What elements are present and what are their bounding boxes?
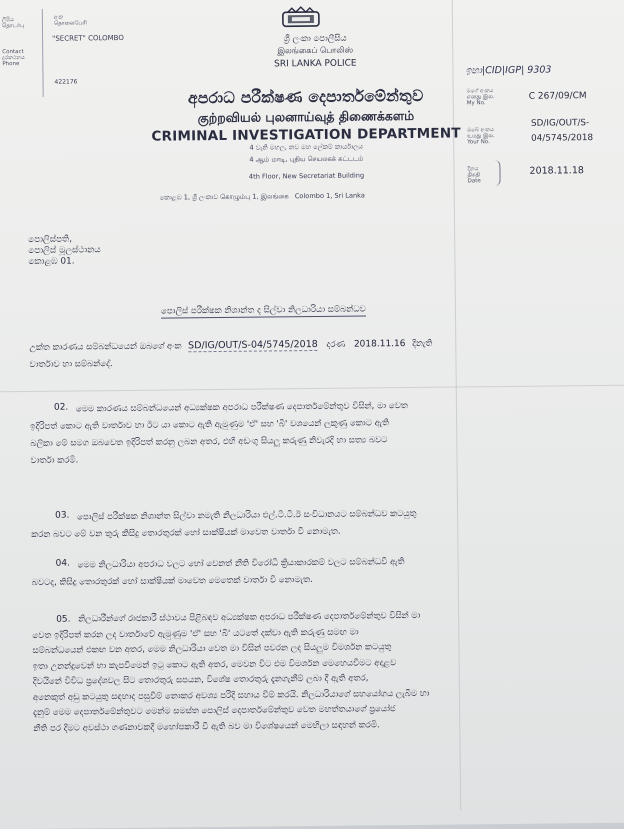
margin-label: දුරකථනය bbox=[2, 55, 25, 62]
paragraph-line: වාර්තා කරමි. bbox=[30, 455, 79, 466]
intro-text: වාර්තාව හා සම්බන්දේ. bbox=[29, 359, 113, 370]
paragraph-line: සම්බන්ධයෙන් එකඟ වන අතර, මෙම නිලධාරියා වෙත මා විසින් පවරන ලද සියලුම විමර්ශන කටයුතු bbox=[32, 642, 392, 656]
date-label: Date bbox=[467, 178, 481, 185]
address-block bbox=[181, 142, 431, 182]
address-city-en: Colombo 1, Sri Lanka bbox=[294, 191, 365, 201]
your-no-line: SD/IG/OUT/S- bbox=[530, 118, 590, 129]
your-no-line: 04/5745/2018 bbox=[531, 133, 594, 144]
department-name-english: CRIMINAL INVESTIGATION DEPARTMENT bbox=[151, 125, 461, 145]
paragraph-number: 05. bbox=[56, 614, 71, 625]
date-label: திகதி bbox=[467, 172, 481, 179]
margin-label: Phone bbox=[2, 61, 20, 68]
margin-label: Contact bbox=[2, 49, 24, 56]
intro-text: උක්ත කාරණය සම්බන්ධයෙන් ඔබගේ අංක bbox=[29, 341, 182, 353]
handwritten-reference: ඉහා|CID|IGP| 9303 bbox=[465, 64, 552, 77]
paragraph-number: 02. bbox=[53, 402, 69, 413]
police-name-english: SRI LANKA POLICE bbox=[274, 58, 357, 70]
my-no-labels bbox=[467, 88, 495, 106]
my-no-label: எனது இல. bbox=[466, 94, 495, 101]
header-label: අංක bbox=[53, 14, 64, 21]
department-block bbox=[141, 86, 472, 144]
paragraph-line: බවටද, කිසිදු තොරතුරක් හෝ සාක්ෂියක් මාවෙත මෙතෙක් වාර්තා වී නොමැත. bbox=[31, 575, 313, 588]
my-no-value: C 267/09/CM bbox=[528, 91, 587, 102]
paragraph-line: මෙම නිලධාරියා අපරාධ වලට හෝ වෙනත් නීති විරෝධී ක්‍රියාකාරකම් වලට සම්බන්ධවී ඇති bbox=[77, 557, 405, 571]
your-no-labels bbox=[467, 127, 495, 145]
department-name-sinhala: අපරාධ පරීක්ෂණ දෙපාර්තමේන්තුව bbox=[187, 86, 424, 108]
header-label: தொலைபேசி bbox=[53, 20, 87, 27]
paragraph-line: දැනුම් මෙම දෙපාර්තමේන්තුවට මෙන්ම සමස්ත පොලිස් දෙපාර්තමේන්තුව වෙත මහත්තයාගේ ප්‍රයෝජ bbox=[33, 704, 396, 718]
department-name-tamil: குற்றவியல் புலனாய்வுத் திணைக்களம் bbox=[197, 107, 415, 126]
date-label: දිනය bbox=[467, 166, 479, 173]
intro-text: දරණ bbox=[326, 339, 346, 350]
secret-colombo: "SECRET" COLOMBO bbox=[52, 33, 124, 43]
paragraph-number: 04. bbox=[55, 558, 70, 569]
left-margin-labels bbox=[2, 17, 25, 67]
address-city bbox=[160, 191, 365, 202]
paragraph-line: කරන බවට මේ වන තුරු කිසිදු තොරතුරක් හෝ සාක්ෂියක් මාවෙත වාර්තා වී නොමැත. bbox=[31, 526, 341, 540]
my-no-label: මගේ අංකය bbox=[466, 88, 494, 95]
margin-divider bbox=[42, 9, 44, 97]
address-city-si: කොළඹ 1, ශ්‍රී ලංකාව கொழும்பு 1, இலங்கை bbox=[159, 192, 289, 202]
paragraph-line: ඉදිරිපත් කොට ඇති වාර්තාව හා ඊට යා කොට ඇති ඇමුණුම 'ඒ' සහ 'බී' වශයෙන් ලකුණු කොට ඇති bbox=[30, 418, 390, 432]
your-no-label: Your No. bbox=[467, 139, 490, 146]
paragraph-line: දිවයිනේ විවිධ ප්‍රදේශවල සිට තොරතුරු සපයන, විශේෂ තොරතුරු දැනගැනීම් ලබා දී ඇති අතර, bbox=[32, 673, 369, 687]
address-tamil: 4 ஆம் மாடி, புதிய செயலகக் கட்டடம் bbox=[249, 154, 364, 164]
police-name-sinhala: ශ්‍රී ලංකා පොලීසිය bbox=[283, 33, 347, 45]
your-no-value bbox=[531, 116, 593, 147]
address-english: 4th Floor, New Secretariat Building bbox=[248, 171, 365, 181]
my-no-label: My No. bbox=[466, 100, 486, 107]
addressee-line: පොලිස් මූලස්ථානය bbox=[28, 245, 101, 256]
addressee-block bbox=[28, 234, 101, 268]
your-no-label: ඔබේ අංකය bbox=[467, 127, 494, 134]
paragraph-line: නීති පර දීමට අවස්ථා ගණනාවකදී මහෝපකාරී වී ඇති බව මා විශේෂයෙන් මෙහිලා සඳහන් කරමි. bbox=[33, 719, 380, 734]
paragraph-line: වෙත ඉදිරිපත් කරන ලද වාර්තාවේ ඇමුණුම 'ඒ' සහ 'බී' යටතේ දක්වා ඇති කරුණු සමඟ මා bbox=[32, 627, 359, 641]
intro-text: දිනැති bbox=[412, 338, 433, 349]
margin-label: ලිපිය bbox=[1, 17, 14, 24]
date-value: 2018.11.18 bbox=[529, 165, 584, 177]
police-name-block bbox=[260, 33, 370, 69]
paragraph-line: ඉතා උනන්දුවෙන් හා කැපවීමෙන් ඉටු කොට ඇති අතර, මෙවන විට එම විමර්ශන මෙහෙයවීමට අදාළව bbox=[32, 657, 397, 672]
paragraph-line: මෙම කාරණය සම්බන්ධයෙන් අධ්‍යක්ෂක අපරාධ පරීක්ෂණ දෙපාර්තමේන්තුව විසින්, මා වෙත bbox=[75, 401, 408, 415]
paragraph-number: 03. bbox=[55, 510, 70, 521]
paragraph-line: බලිකා මේ සමග ඔබවෙත ඉදිරිපත් කරනු ලබන අතර, එහි අඩංගු සියලු කරුණු නිවැරදි හා සත්‍ය බවට bbox=[30, 435, 388, 449]
paragraph-line: නිලධාරීන්ගේ රාජකාරී ස්ථාවය පිළිබඳව අධ්‍යක්ෂක අපරාධ පරීක්ෂණ දෙපාර්තමේන්තුව විසින් මා bbox=[78, 610, 421, 625]
addressee-line: කොළඹ 01. bbox=[28, 256, 75, 267]
phone-number: 422176 bbox=[54, 78, 78, 86]
addressee-line: පොලිස්පති, bbox=[28, 234, 73, 245]
date-labels bbox=[467, 166, 480, 184]
intro-reference: SD/IG/OUT/S-04/5745/2018 bbox=[188, 338, 318, 352]
date-bracket bbox=[491, 160, 500, 186]
fold-line-horizontal bbox=[0, 385, 624, 393]
header-small-block bbox=[54, 14, 87, 26]
intro-date: 2018.11.16 bbox=[353, 339, 406, 350]
paragraph-line: අනෙකුත් අඩු කටයුතු සඳහාද පසුවීම් නොකර අවශ්‍ය පරිදි සහාය වීම් කරයි. නිලධාරියාගේ සහයෝගය ලැබීම හා bbox=[32, 688, 430, 703]
paragraph-line: පොලිස් පරීක්ෂක නිශාන්ත සිල්වා නමැති නිලධාරියා එල්.ටී.ටී.ඊ සංවිධානයට සම්බන්ධව කටයුතු bbox=[77, 508, 417, 523]
police-name-tamil: இலங்கைப் பொலிஸ் bbox=[277, 45, 354, 56]
intro-paragraph bbox=[29, 333, 589, 374]
address-sinhala: 4 වැනි මහල, නව මහ ලේකම් කාර්යාලය bbox=[249, 142, 364, 152]
subject-heading: පොලිස් පරීක්ෂක නිශාන්ත ද සිල්වා නිලධාරියා සම්බන්ධව bbox=[160, 304, 366, 317]
margin-label: தொடர்பு bbox=[1, 23, 25, 30]
police-emblem-icon bbox=[280, 6, 322, 28]
your-no-label: உமது இல. bbox=[467, 133, 495, 140]
